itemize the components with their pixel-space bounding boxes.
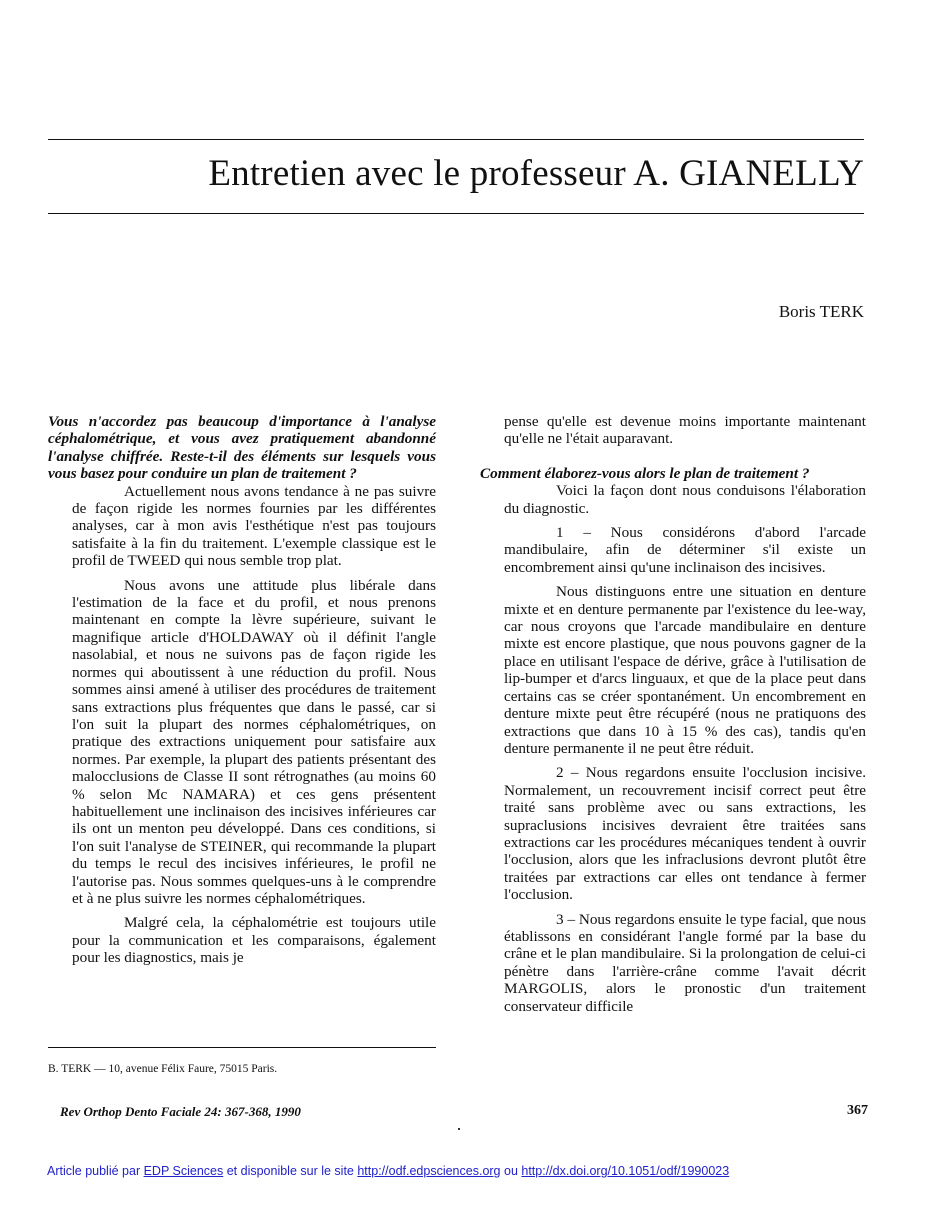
notice-or: ou <box>500 1164 522 1178</box>
answer-paragraph-6: Nous distinguons entre une situation en denture mixte et en denture permanente par l'existence du lee-way, car nous croyons que l'arcade mandibulaire en denture mixte est encore plastique, que nous pouvons gagner de la place en utilisant l'espace de dérive, grâce à l'utilisation de lip-bumper et d'arcs linguaux, et que de la place peut dans certains cas se créer spontanément. Un encombrement en denture mixte peut être récupéré (nous ne pratiquons des extractions que dans 10 à 15 % des cas), tandis qu'en denture permanente il ne peut être réduit. <box>504 583 866 757</box>
footnote-rule <box>48 1047 436 1048</box>
notice-middle: et disponible sur le site <box>223 1164 358 1178</box>
answer-paragraph-8: 3 – Nous regardons ensuite le type facial, que nous établissons en considérant l'angle formé par la base du crâne et le plan mandibulaire. Si la prolongation de celui-ci pénètre dans l'arrière-crâne comme l'avait décrit MARGOLIS, alors le pronostic d'un traitement conservateur difficile <box>504 910 866 1015</box>
right-column <box>480 413 866 1015</box>
title-bottom-rule <box>48 213 864 214</box>
page-number: 367 <box>847 1103 868 1118</box>
answer-paragraph-5: 1 – Nous considérons d'abord l'arcade mandibulaire, afin de déterminer s'il existe un encombrement ainsi qu'une inclinaison des incisives. <box>504 524 866 576</box>
publication-notice <box>47 1164 729 1178</box>
notice-prefix: Article publié par <box>47 1164 144 1178</box>
answer-paragraph-7: 2 – Nous regardons ensuite l'occlusion incisive. Normalement, un recouvrement incisif correct peut être traité sans problème avec ou sans extractions, les supraclusions incisives devraient être traitées sans extractions car les procédures mécaniques tendent à ouvrir l'occlusion, alors que les infraclusions devront plutôt être traitées par extractions car elles ont tendance à fermer l'occlusion. <box>504 764 866 904</box>
scan-speck <box>458 1128 460 1130</box>
author-name: Boris TERK <box>778 302 864 321</box>
author-address-footnote: B. TERK — 10, avenue Félix Faure, 75015 Paris. <box>48 1063 278 1075</box>
answer-paragraph-2: Nous avons une attitude plus libérale dans l'estimation de la face et du profil, et nous prenons maintenant en compte la lèvre supérieure, suivant le magnifique article d'HOLDAWAY où il définit l'angle nasolabial, et nous ne suivons pas de façon rigide les normes qui aboutissent à une réduction du profil. Nous sommes ainsi amené à utiliser des procédures de traitement sans extractions plus fréquentes que dans le passé, car si l'on suit la plupart des normes céphalométriques, on pratique des extractions uniquement pour satisfaire aux normes. Par exemple, la plupart des patients présentant des malocclusions de Classe II sont rétrognathes (au moins 60 % selon Mc NAMARA) et ces gens présentent habituellement une inclinaison des incisives inférieures car ils ont un menton peu développé. Dans ces conditions, si l'on suit l'analyse de STEINER, qui recommande la plupart du temps le recul des incisives inférieures, le profil ne l'autorise pas. Nous sommes quelques-uns à le comprendre et à ne plus suivre les normes céphalométriques. <box>72 576 436 907</box>
interview-question-2: Comment élaborez-vous alors le plan de traitement ? <box>480 464 810 482</box>
answer-paragraph-4: Voici la façon dont nous conduisons l'élaboration du diagnostic. <box>504 482 866 517</box>
answer-paragraph-1: Actuellement nous avons tendance à ne pas suivre de façon rigide les normes fournies par les différentes analyses, car à mon avis l'esthétique n'est pas toujours satisfaite à la fin du traitement. L'exemple classique est le profil de TWEED qui nous semble trop plat. <box>72 482 436 570</box>
left-column <box>48 413 436 967</box>
publisher-link[interactable]: EDP Sciences <box>143 1164 224 1178</box>
answer-paragraph-3: Malgré cela, la céphalométrie est toujours utile pour la communication et les comparaisons, également pour les diagnostics, mais je <box>72 914 436 967</box>
article-title: Entretien avec le professeur A. GIANELLY <box>208 153 864 194</box>
interview-question-1: Vous n'accordez pas beaucoup d'importance à l'analyse céphalométrique, et vous avez pratiquement abandonné l'analyse chiffrée. Reste-t-il des éléments sur lesquels vous vous basez pour conduire un plan de traitement ? <box>48 413 436 483</box>
site-link[interactable]: http://odf.edpsciences.org <box>357 1164 501 1178</box>
journal-citation: Rev Orthop Dento Faciale 24: 367-368, 1990 <box>60 1104 301 1119</box>
title-top-rule <box>48 139 864 140</box>
doi-link[interactable]: http://dx.doi.org/10.1051/odf/1990023 <box>521 1164 730 1178</box>
answer-paragraph-continued: pense qu'elle est devenue moins importante maintenant qu'elle ne l'était auparavant. <box>504 413 866 448</box>
